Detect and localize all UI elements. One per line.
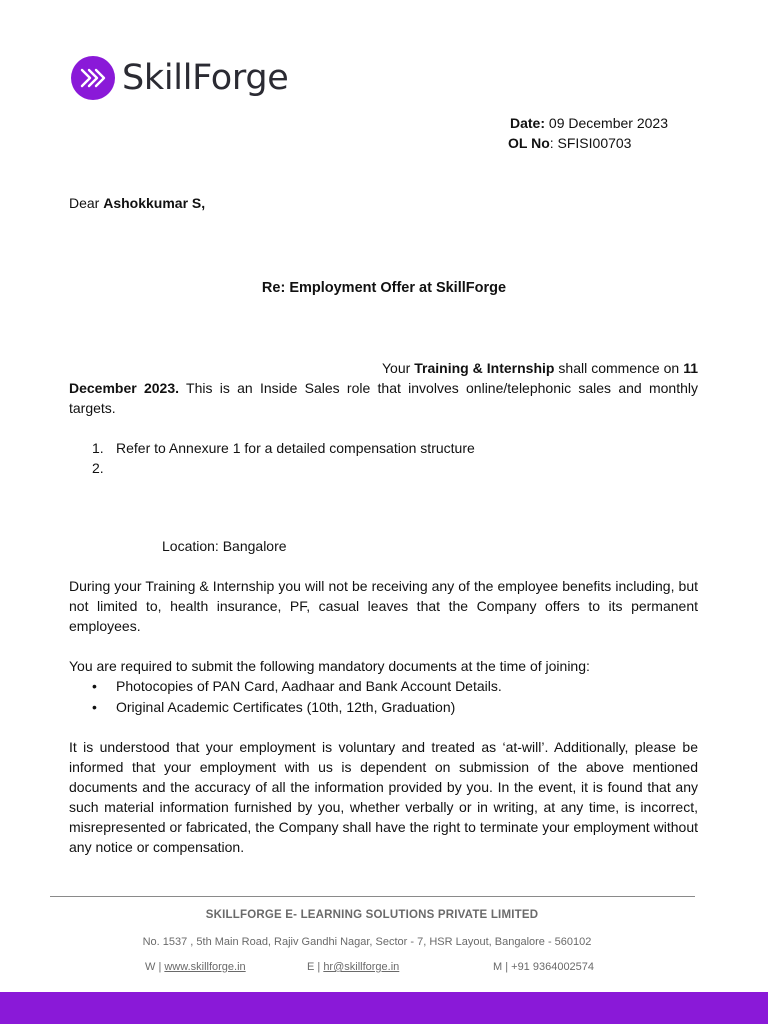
- ol-label: OL No: [508, 135, 550, 151]
- list-item: [92, 697, 502, 718]
- email-label: E |: [307, 961, 324, 973]
- greeting-prefix: Dear: [69, 195, 104, 211]
- numbered-list: [92, 438, 475, 478]
- bullet-icon: •: [92, 699, 97, 715]
- p1-text-1: Your: [382, 360, 415, 376]
- footer-email: [307, 961, 399, 973]
- subject-line: Re: Employment Offer at SkillForge: [261, 280, 507, 296]
- ol-value: : SFISI00703: [549, 135, 632, 151]
- recipient-name: Ashokkumar S,: [103, 195, 206, 211]
- list-item-text: Refer to Annexure 1 for a detailed compensation structure: [116, 440, 475, 456]
- at-will-paragraph: It is understood that your employment is voluntary and treated as ‘at-will’. Additionally, please be informed that your employment with us is dependent on submission of the above mentioned documents and the accuracy of all the information provided by you. In the event, it is found that any such material information furnished by you, whether verbally or in writing, at any time, is incorrect, misrepresented or fabricated, the Company shall have the right to terminate your employment without any notice or compensation.: [69, 739, 698, 855]
- list-item: [92, 438, 475, 458]
- company-logo: [71, 56, 288, 100]
- p1-text-3: This is an Inside Sales role that involves online/telephonic sales and monthly targets.: [69, 380, 698, 416]
- brand-footer-bar: [0, 992, 768, 1024]
- documents-intro: You are required to submit the following mandatory documents at the time of joining:: [69, 658, 590, 674]
- p1-text-2: shall commence on: [554, 360, 684, 376]
- list-number: 2.: [92, 460, 104, 476]
- footer-website: [145, 961, 246, 973]
- email-link[interactable]: hr@skillforge.in: [323, 961, 400, 973]
- logo-text: SkillForge: [122, 58, 289, 98]
- location-line: Location: Bangalore: [162, 538, 287, 554]
- p1-bold-date: 11 December 2023.: [69, 360, 698, 396]
- chevrons-logo-icon: [71, 56, 115, 100]
- list-number: 1.: [92, 440, 104, 456]
- phone-number: +91 9364002574: [511, 961, 595, 973]
- footer-address: No. 1537 , 5th Main Road, Rajiv Gandhi Nagar, Sector - 7, HSR Layout, Bangalore - 560102: [142, 936, 592, 948]
- commencement-paragraph: [69, 358, 698, 418]
- footer-phone: [493, 961, 594, 973]
- list-item-text: Photocopies of PAN Card, Aadhaar and Bank Account Details.: [116, 678, 502, 694]
- website-label: W |: [145, 961, 165, 973]
- documents-list: [92, 676, 502, 718]
- benefits-paragraph: During your Training & Internship you will not be receiving any of the employee benefits including, but not limited to, health insurance, PF, casual leaves that the Company offers to its permanent employees.: [69, 578, 698, 634]
- list-item: [92, 676, 502, 697]
- website-link[interactable]: www.skillforge.in: [164, 961, 246, 973]
- ol-number-line: [508, 133, 668, 153]
- letter-meta: [508, 113, 668, 153]
- footer-company-name: SKILLFORGE E- LEARNING SOLUTIONS PRIVATE LIMITED: [205, 909, 539, 921]
- list-item-text: Original Academic Certificates (10th, 12th, Graduation): [116, 699, 456, 715]
- bullet-icon: •: [92, 678, 97, 694]
- footer-divider: [50, 896, 695, 897]
- phone-label: M |: [493, 961, 512, 973]
- greeting: [69, 194, 205, 212]
- date-label: Date:: [510, 115, 546, 131]
- list-item: [92, 458, 475, 478]
- p1-bold-program: Training & Internship: [414, 360, 555, 376]
- date-value: 09 December 2023: [545, 115, 668, 131]
- date-line: [508, 113, 668, 133]
